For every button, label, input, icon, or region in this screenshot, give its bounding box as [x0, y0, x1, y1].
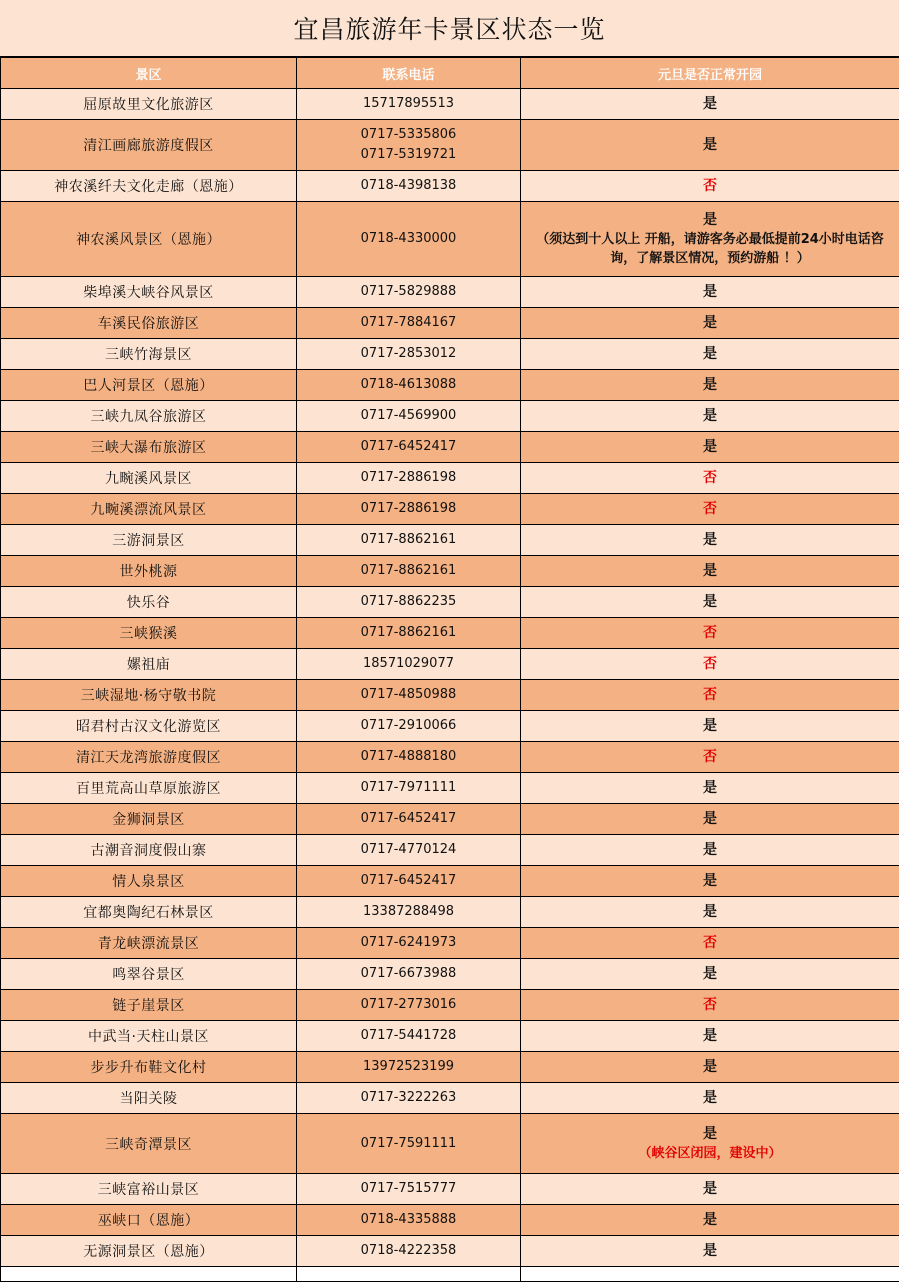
phone-number: 0717-8862161	[297, 561, 520, 581]
status-cell	[521, 370, 899, 401]
phone-number: 0717-4569900	[297, 406, 520, 426]
phone-cell	[297, 525, 521, 556]
scenic-name-cell: 古潮音洞度假山寨	[1, 835, 297, 866]
phone-cell	[297, 804, 521, 835]
open-status: 是	[521, 1179, 899, 1199]
phone-number: 0717-2773016	[297, 995, 520, 1015]
status-cell	[521, 202, 899, 277]
status-cell	[521, 711, 899, 742]
table-row	[1, 1174, 899, 1205]
scenic-name-cell: 步步升布鞋文化村	[1, 1052, 297, 1083]
open-status: 是	[521, 313, 899, 333]
phone-cell	[297, 773, 521, 804]
open-status: 是	[521, 592, 899, 612]
phone-number: 0717-4888180	[297, 747, 520, 767]
phone-cell	[297, 959, 521, 990]
phone-cell	[297, 556, 521, 587]
table-row	[1, 649, 899, 680]
scenic-name-cell: 百里荒高山草原旅游区	[1, 773, 297, 804]
scenic-name-cell: 神农溪纤夫文化走廊（恩施）	[1, 171, 297, 202]
table-row	[1, 1021, 899, 1052]
status-cell	[521, 835, 899, 866]
open-status: 是	[521, 344, 899, 364]
table-row	[1, 990, 899, 1021]
open-status: 是	[521, 135, 899, 155]
table-row	[1, 835, 899, 866]
table-row	[1, 277, 899, 308]
open-status: 是	[521, 561, 899, 581]
phone-number: 0717-6241973	[297, 933, 520, 953]
page-title: 宜昌旅游年卡景区状态一览	[0, 0, 899, 57]
table-row	[1, 804, 899, 835]
header-phone: 联系电话	[297, 58, 521, 89]
phone-cell	[297, 308, 521, 339]
open-status: 否	[521, 623, 899, 643]
table-row	[1, 171, 899, 202]
empty-cell	[521, 1267, 899, 1282]
phone-cell	[297, 866, 521, 897]
phone-number: 0718-4335888	[297, 1210, 520, 1230]
phone-cell	[297, 618, 521, 649]
open-status: 是	[521, 871, 899, 891]
status-cell	[521, 928, 899, 959]
phone-cell	[297, 1236, 521, 1267]
table-row	[1, 120, 899, 171]
table-row	[1, 773, 899, 804]
table-row	[1, 587, 899, 618]
phone-cell	[297, 990, 521, 1021]
table-row	[1, 711, 899, 742]
table-row	[1, 928, 899, 959]
phone-number: 0717-5829888	[297, 282, 520, 302]
phone-cell	[297, 370, 521, 401]
scenic-name-cell: 金狮洞景区	[1, 804, 297, 835]
scenic-name-cell: 车溪民俗旅游区	[1, 308, 297, 339]
phone-number: 0717-8862161	[297, 623, 520, 643]
scenic-name-cell: 柴埠溪大峡谷风景区	[1, 277, 297, 308]
phone-number: 15717895513	[297, 94, 520, 114]
phone-cell	[297, 432, 521, 463]
phone-cell	[297, 1083, 521, 1114]
scenic-name-cell: 嫘祖庙	[1, 649, 297, 680]
scenic-name-cell: 九畹溪风景区	[1, 463, 297, 494]
phone-cell	[297, 1021, 521, 1052]
phone-cell	[297, 89, 521, 120]
open-status: 是	[521, 530, 899, 550]
scenic-name-cell: 九畹溪漂流风景区	[1, 494, 297, 525]
phone-cell	[297, 339, 521, 370]
phone-number: 0717-5335806	[297, 125, 520, 145]
phone-number: 0717-6452417	[297, 809, 520, 829]
status-cell	[521, 1174, 899, 1205]
scenic-name-cell: 中武当·天柱山景区	[1, 1021, 297, 1052]
status-cell	[521, 587, 899, 618]
table-row	[1, 525, 899, 556]
table-row	[1, 339, 899, 370]
status-cell	[521, 990, 899, 1021]
status-cell	[521, 742, 899, 773]
status-cell	[521, 649, 899, 680]
table-row	[1, 308, 899, 339]
phone-number: 0717-6452417	[297, 437, 520, 457]
scenic-name-cell: 青龙峡漂流景区	[1, 928, 297, 959]
empty-cell	[297, 1267, 521, 1282]
phone-number: 0717-6673988	[297, 964, 520, 984]
open-status: 是	[521, 437, 899, 457]
phone-cell	[297, 171, 521, 202]
phone-cell	[297, 1205, 521, 1236]
table-row	[1, 1236, 899, 1267]
open-status: 是	[521, 94, 899, 114]
phone-cell	[297, 202, 521, 277]
table-row	[1, 897, 899, 928]
open-status: 是	[521, 809, 899, 829]
status-cell	[521, 89, 899, 120]
scenic-name-cell: 三峡富裕山景区	[1, 1174, 297, 1205]
phone-cell	[297, 120, 521, 171]
status-cell	[521, 277, 899, 308]
phone-number: 0717-7971111	[297, 778, 520, 798]
open-status: 否	[521, 468, 899, 488]
table-row	[1, 89, 899, 120]
status-cell	[521, 1083, 899, 1114]
open-status: 否	[521, 654, 899, 674]
phone-number: 0717-3222263	[297, 1088, 520, 1108]
phone-cell	[297, 1174, 521, 1205]
table-row	[1, 463, 899, 494]
scenic-status-table	[0, 57, 899, 1282]
status-cell	[521, 525, 899, 556]
open-status: 否	[521, 176, 899, 196]
phone-cell	[297, 928, 521, 959]
open-status: 是	[521, 1026, 899, 1046]
phone-cell	[297, 742, 521, 773]
scenic-name-cell: 清江天龙湾旅游度假区	[1, 742, 297, 773]
open-status: 是	[521, 902, 899, 922]
scenic-name-cell: 情人泉景区	[1, 866, 297, 897]
status-cell	[521, 959, 899, 990]
phone-cell	[297, 277, 521, 308]
status-cell	[521, 556, 899, 587]
scenic-name-cell: 链子崖景区	[1, 990, 297, 1021]
phone-cell	[297, 1052, 521, 1083]
scenic-name-cell: 巫峡口（恩施）	[1, 1205, 297, 1236]
table-row	[1, 866, 899, 897]
empty-cell	[1, 1267, 297, 1282]
phone-number: 0717-6452417	[297, 871, 520, 891]
table-header-row	[1, 58, 899, 89]
status-cell	[521, 1021, 899, 1052]
phone-number: 0717-7591111	[297, 1134, 520, 1154]
phone-number: 0717-2886198	[297, 499, 520, 519]
scenic-name-cell: 世外桃源	[1, 556, 297, 587]
status-cell	[521, 308, 899, 339]
phone-cell	[297, 1114, 521, 1174]
status-note: （峡谷区闭园，建设中）	[521, 1144, 899, 1163]
phone-number: 0718-4398138	[297, 176, 520, 196]
scenic-name-cell: 三峡猴溪	[1, 618, 297, 649]
status-cell	[521, 618, 899, 649]
phone-cell	[297, 835, 521, 866]
phone-number: 0717-7515777	[297, 1179, 520, 1199]
phone-cell	[297, 463, 521, 494]
phone-number: 0717-4770124	[297, 840, 520, 860]
open-status: 是	[521, 1124, 899, 1144]
header-status: 元旦是否正常开园	[521, 58, 899, 89]
table-row	[1, 401, 899, 432]
status-cell	[521, 680, 899, 711]
scenic-name-cell: 屈原故里文化旅游区	[1, 89, 297, 120]
scenic-name-cell: 神农溪风景区（恩施）	[1, 202, 297, 277]
status-cell	[521, 401, 899, 432]
phone-cell	[297, 897, 521, 928]
open-status: 是	[521, 1088, 899, 1108]
phone-number: 0718-4613088	[297, 375, 520, 395]
phone-number: 0717-8862161	[297, 530, 520, 550]
phone-cell	[297, 494, 521, 525]
phone-number: 0717-4850988	[297, 685, 520, 705]
table-row	[1, 432, 899, 463]
open-status: 否	[521, 747, 899, 767]
table-row	[1, 742, 899, 773]
phone-number: 0717-2886198	[297, 468, 520, 488]
scenic-name-cell: 昭君村古汉文化游览区	[1, 711, 297, 742]
open-status: 是	[521, 1057, 899, 1077]
status-cell	[521, 339, 899, 370]
status-cell	[521, 463, 899, 494]
scenic-name-cell: 无源洞景区（恩施）	[1, 1236, 297, 1267]
table-row	[1, 370, 899, 401]
scenic-name-cell: 三峡九凤谷旅游区	[1, 401, 297, 432]
table-row	[1, 202, 899, 277]
phone-number: 13387288498	[297, 902, 520, 922]
phone-cell	[297, 587, 521, 618]
scenic-name-cell: 三峡大瀑布旅游区	[1, 432, 297, 463]
table-row	[1, 618, 899, 649]
phone-number: 0717-5441728	[297, 1026, 520, 1046]
status-cell	[521, 120, 899, 171]
scenic-name-cell: 鸣翠谷景区	[1, 959, 297, 990]
scenic-name-cell: 当阳关陵	[1, 1083, 297, 1114]
phone-number: 0718-4330000	[297, 229, 520, 249]
status-cell	[521, 773, 899, 804]
phone-cell	[297, 401, 521, 432]
table-row	[1, 1083, 899, 1114]
open-status: 是	[521, 964, 899, 984]
header-name: 景区	[1, 58, 297, 89]
table-row-empty	[1, 1267, 899, 1282]
status-cell	[521, 866, 899, 897]
phone-number: 0717-7884167	[297, 313, 520, 333]
status-cell	[521, 171, 899, 202]
open-status: 否	[521, 685, 899, 705]
open-status: 是	[521, 210, 899, 230]
scenic-name-cell: 清江画廊旅游度假区	[1, 120, 297, 171]
phone-number: 13972523199	[297, 1057, 520, 1077]
open-status: 否	[521, 933, 899, 953]
table-row	[1, 1052, 899, 1083]
status-cell	[521, 1114, 899, 1174]
open-status: 否	[521, 499, 899, 519]
status-cell	[521, 804, 899, 835]
open-status: 是	[521, 375, 899, 395]
table-row	[1, 556, 899, 587]
scenic-name-cell: 快乐谷	[1, 587, 297, 618]
status-cell	[521, 1236, 899, 1267]
scenic-name-cell: 三峡奇潭景区	[1, 1114, 297, 1174]
phone-number: 0717-8862235	[297, 592, 520, 612]
scenic-name-cell: 宜都奥陶纪石林景区	[1, 897, 297, 928]
table-row	[1, 494, 899, 525]
phone-number: 0717-2853012	[297, 344, 520, 364]
open-status: 是	[521, 1210, 899, 1230]
scenic-name-cell: 巴人河景区（恩施）	[1, 370, 297, 401]
phone-number: 18571029077	[297, 654, 520, 674]
open-status: 是	[521, 778, 899, 798]
status-cell	[521, 1205, 899, 1236]
open-status: 否	[521, 995, 899, 1015]
table-row	[1, 1114, 899, 1174]
phone-cell	[297, 649, 521, 680]
phone-cell	[297, 680, 521, 711]
phone-number-secondary: 0717-5319721	[297, 145, 520, 165]
open-status: 是	[521, 716, 899, 736]
status-cell	[521, 1052, 899, 1083]
open-status: 是	[521, 282, 899, 302]
scenic-name-cell: 三峡竹海景区	[1, 339, 297, 370]
table-row	[1, 959, 899, 990]
table-row	[1, 1205, 899, 1236]
open-status: 是	[521, 1241, 899, 1261]
status-cell	[521, 432, 899, 463]
open-status: 是	[521, 406, 899, 426]
phone-number: 0718-4222358	[297, 1241, 520, 1261]
phone-cell	[297, 711, 521, 742]
status-note: （须达到十人以上 开船，请游客务必最低提前24小时电话咨询，了解景区情况，预约游船 ！）	[521, 230, 899, 268]
status-cell	[521, 897, 899, 928]
phone-number: 0717-2910066	[297, 716, 520, 736]
table-row	[1, 680, 899, 711]
scenic-name-cell: 三游洞景区	[1, 525, 297, 556]
open-status: 是	[521, 840, 899, 860]
scenic-name-cell: 三峡湿地·杨守敬书院	[1, 680, 297, 711]
status-cell	[521, 494, 899, 525]
